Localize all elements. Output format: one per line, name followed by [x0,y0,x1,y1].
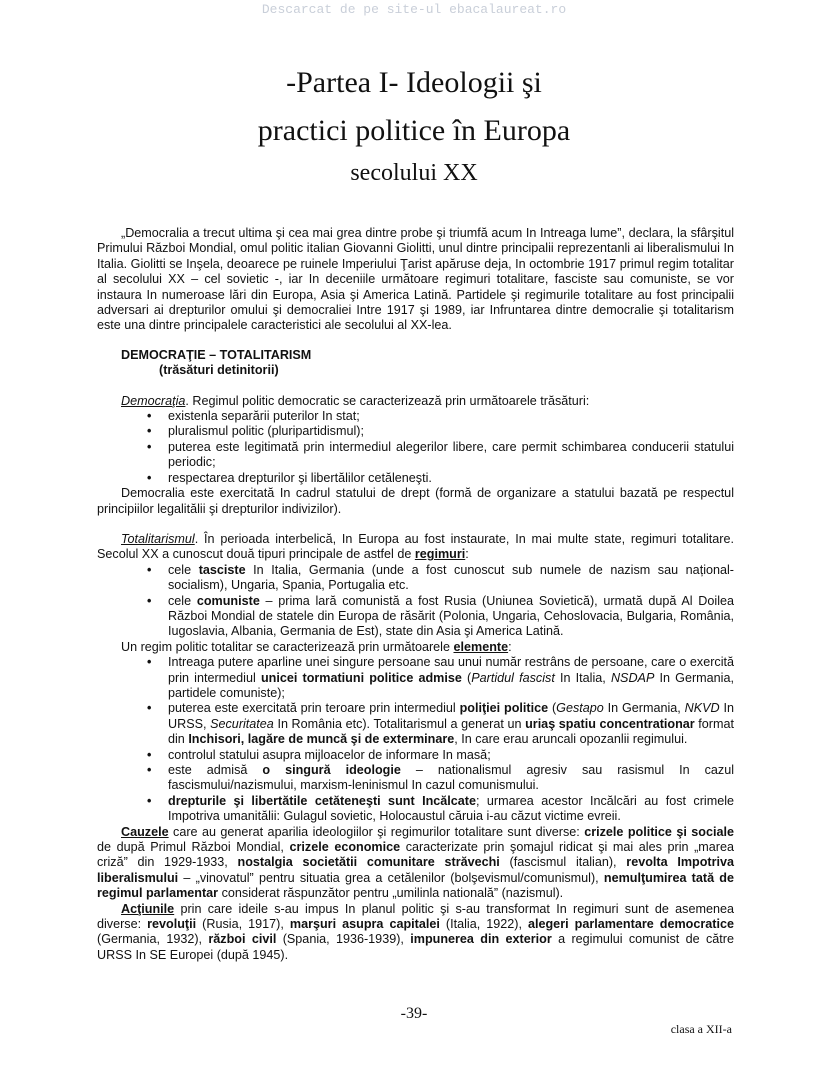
communist-term: comuniste [196,593,260,608]
text: – prima lară comunistă a fost Rusia (Uniunea Sovietică), urmată după Al Doilea Război Mondial de statele din Europa de răsărit (Polonia, Ungaria, Cehoslovacia, Bulgaria, România, Iugoslavia, Albania, Germania de Est), state din Asia şi America Latină. [168,593,734,639]
totalitarianism-intro [97,532,734,563]
democracy-intro-text: . Regimul politic democratic se caracterizează prin următoarele trăsături: [185,393,590,408]
section-heading: DEMOCRAŢIE – TOTALITARISM [121,347,312,362]
list-item [97,701,734,747]
text: o singură ideologie [262,763,401,777]
text: (fascismul italian), [499,855,627,870]
text: In URSS, [168,701,734,731]
list-item: • controlul statului asupra mijloacelor de informare In masă; [97,748,734,763]
list-item [97,563,734,594]
causes-paragraph [97,825,734,902]
elements-intro [97,640,734,655]
text: cele [168,562,199,577]
text: NSDAP [610,670,655,685]
list-item [97,794,734,825]
list-item: • existenla separării puterilor In stat; [97,409,734,424]
page-number: -39- [400,1005,428,1022]
watermark: Descarcat de pe site-ul ebacalaureat.ro [261,2,567,17]
text: Partidul fascist [471,670,555,685]
text: drepturile şi libertătile cetăteneşti sunt Incălcate [168,793,476,808]
text: unicei tormatiuni politice admise [260,670,462,685]
regimes-term: regimuri [414,547,466,562]
text: (Germania, 1932), [97,932,209,947]
page-title-line-1: -Partea I- Ideologii şi [286,66,542,99]
actions-paragraph [97,902,734,964]
text: – „vinovatul” pentru situatia grea a cetălenilor (bolşevismul/comunismul), [178,870,604,885]
text: format din [168,716,734,747]
elements-list [97,655,734,824]
text: considerat răspunzător pentru „umilinla natională” (nazismul). [218,886,564,901]
document-body [97,226,734,963]
text: alegeri parlamentare democratice [527,917,734,932]
text: crizele politice şi sociale [584,824,734,839]
text: NKVD [684,701,720,716]
text: ( [548,701,557,716]
text: nemulţumirea tată de regimul parlamentar [97,870,734,901]
text: Un regim politic totalitar se caracterizează prin următoarele [121,639,454,654]
text: Gestapo [556,701,604,716]
text: nostalgia societătii comunitare străvechi [237,855,500,870]
text: ; urmarea acestor Incălcări au fost crimele Impotriva umanitălii: Gulagul sovietic, Holocaustul căruia i-au căzut victime evreii. [168,793,734,824]
list-item [97,655,734,701]
elements-term: elemente [453,639,509,654]
text: puterea este exercitată prin teroare prin intermediul [168,701,460,716]
democracy-term: Democraţia [121,393,186,408]
text: uriaş spatiu concentrationar [525,716,695,731]
text: care au generat aparilia ideologiilor şi regimurilor totalitare sunt diverse: [168,824,585,839]
text: In Germania, [603,701,685,716]
regime-types-list [97,563,734,640]
text: revoluţii [147,917,197,932]
list-item [97,763,734,794]
text: caracterizate prin şomajul ridicat şi mai ales prin „marea criză” din 1929-1933, [97,840,734,870]
totalitarianism-term: Totalitarismul [121,531,195,546]
totalitarianism-intro-text: . În perioada interbelică, In Europa au fost instaurate, In mai multe state, regimuri totalitare. Secolul XX a cunoscut două tipuri principale de astfel de [97,531,734,562]
page-title-line-3: secolului XX [350,160,478,186]
list-item: • pluralismul politic (pluripartidismul); [97,424,734,439]
text: marşuri asupra capitalei [289,917,440,932]
text: crizele economice [289,840,401,855]
democracy-closing: Democralia este exercitată In cadrul statului de drept (formă de organizare a statului bazată pe respectul principiilor legalitălii şi drepturilor indivizilor). [97,486,734,516]
democracy-list [97,409,734,486]
text: prin care ideile s-au impus In planul politic şi s-au transformat In regimuri sunt de asemenea diverse: [97,901,734,932]
list-item: • puterea este legitimată prin intermediul alegerilor libere, care permit schimbarea conducerii statului periodic; [97,440,734,471]
text: revolta Impotriva liberalismului [97,855,735,885]
list-item: • respectarea drepturilor şi libertălilor cetăleneşti. [97,471,734,486]
democracy-intro [97,394,734,409]
intro-paragraph: „Democralia a trecut ultima şi cea mai grea dintre probe şi triumfă acum In Intreaga lume”, declara, la sfârşitul Primului Război Mondial, omul politic italian Giovanni Giolitti, unul dintre principalii reprezentanli ai liberalismului In Italia. Giolitti se Inşela, deoarece pe ruinele Imperiului Ţarist apăruse deja, In octombrie 1917 primul regim totalitar al secolului XX – cel sovietic -, iar In deceniile următoare regimuri totalitare, fasciste sau comuniste, se vor instaura In numeroase lări din Europa, Asia şi America Latină. Partidele şi regimurile totalitare au fost principalii adversari ai drepturilor omului şi democraliei Intre 1917 şi 1989, iar Infruntarea dintre democralie şi totalitarism este una dintre principalele caracteristici ale secolului al XX-lea. [97,226,734,333]
text: impunerea din exterior [410,932,552,947]
text: Intreaga putere aparline unei singure persoane sau unui număr restrâns de persoane, care o exercită prin intermediul [168,655,734,685]
text: cele [168,593,197,608]
text: In Italia, [554,670,611,685]
section-subheading: (trăsături detinitorii) [159,363,279,378]
text: – nationalismul agresiv sau rasismul In cazul fascismului/nazismului, marxism-leninismul In cazul comunismului. [168,763,735,793]
fascist-term: tasciste [198,562,246,577]
text: (Spania, 1936-1939), [276,932,411,947]
text: a regimului comunist de către URSS In SE Europei (după 1945). [97,932,734,962]
causes-term: Cauzele [121,824,169,839]
text: (Rusia, 1917), [196,917,290,932]
text: este admisă [168,763,263,777]
text: In Germania, partidele comuniste); [168,670,734,700]
colon: : [465,547,469,562]
text: ( [461,670,472,685]
colon: : [508,639,512,654]
class-label: clasa a XII-a [670,1022,732,1036]
text: In Italia, Germania (unde a fost cunoscut sub numele de nazism sau național-socialism), Ungaria, Spania, Portugalia etc. [168,562,734,593]
text: In România etc). Totalitarismul a generat un [273,716,526,731]
list-item [97,594,734,640]
text: Inchisori, lagăre de muncă şi de exterminare [188,732,455,747]
actions-term: Acţiunile [121,901,175,916]
text: război civil [208,932,277,947]
text: de după Primul Război Mondial, [97,840,290,855]
text: (Italia, 1922), [439,917,528,932]
text: , In care erau aruncali opozanlii regimului. [454,732,688,747]
page-title-line-2: practici politice în Europa [257,114,571,147]
text: Securitatea [210,716,274,731]
text: poliţiei politice [459,701,549,716]
